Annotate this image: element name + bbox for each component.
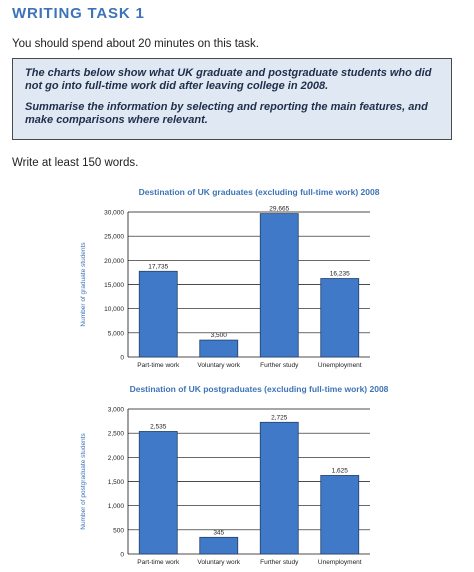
postgraduates-bar-value-label: 2,535 [150, 423, 167, 431]
postgraduates-bar-chart [0, 377, 474, 572]
graduates-ytick-label: 5,000 [107, 330, 124, 338]
graduates-y-axis-label: Number of graduate students [80, 242, 87, 327]
postgraduates-ytick-label: 2,000 [107, 454, 124, 462]
graduates-chart-title: Destination of UK graduates (excluding full-time work) 2008 [138, 187, 380, 197]
postgraduates-chart-title: Destination of UK postgraduates (excluding full-time work) 2008 [129, 384, 389, 394]
postgraduates-bar-2 [200, 537, 238, 554]
graduates-bar-value-label: 16,235 [329, 270, 350, 278]
postgraduates-ytick-label: 1,000 [107, 503, 124, 511]
postgraduates-ytick-label: 1,500 [107, 479, 124, 486]
task-title: WRITING TASK 1 [12, 5, 145, 22]
graduates-bar-1 [139, 271, 177, 357]
graduates-category-label: Part-time work [137, 362, 180, 369]
graduates-bar-chart [0, 180, 474, 375]
postgraduates-bar-3 [260, 422, 298, 554]
postgraduates-category-label: Part-time work [137, 559, 180, 566]
graduates-bar-4 [321, 279, 359, 357]
graduates-ytick-label: 10,000 [104, 306, 124, 314]
postgraduates-category-label: Further study [260, 559, 299, 566]
graduates-bar-value-label: 17,735 [148, 263, 169, 271]
time-instruction: You should spend about 20 minutes on this task. [12, 38, 259, 50]
postgraduates-bar-4 [321, 475, 359, 554]
prompt-instruction: Summarise the information by selecting and reporting the main features, and make comparisons where relevant. [25, 101, 428, 126]
postgraduates-bar-value-label: 1,625 [331, 467, 348, 475]
prompt-description: The charts below show what UK graduate and postgraduate students who did not go into full-time work did after leaving college in 2008. [25, 67, 432, 92]
graduates-category-label: Voluntary work [197, 362, 241, 369]
postgraduates-bar-value-label: 345 [213, 529, 225, 537]
graduates-ytick-label: 15,000 [104, 282, 124, 289]
postgraduates-category-label: Unemployment [317, 559, 362, 566]
postgraduates-y-axis-label: Number of postgraduate students [80, 433, 87, 530]
postgraduates-ytick-label: 2,500 [107, 430, 124, 438]
graduates-ytick-label: 0 [120, 354, 124, 362]
graduates-ytick-label: 30,000 [104, 209, 124, 217]
postgraduates-ytick-label: 0 [120, 551, 124, 559]
graduates-bar-2 [200, 340, 238, 357]
graduates-category-label: Unemployment [317, 362, 362, 369]
graduates-bar-value-label: 29,665 [269, 205, 290, 213]
graduates-bar-value-label: 3,500 [210, 332, 227, 340]
postgraduates-bar-1 [139, 431, 177, 554]
word-count-instruction: Write at least 150 words. [12, 157, 139, 169]
postgraduates-ytick-label: 3,000 [107, 406, 124, 414]
graduates-category-label: Further study [260, 362, 299, 369]
postgraduates-category-label: Voluntary work [197, 559, 241, 566]
graduates-bar-3 [260, 214, 298, 357]
graduates-ytick-label: 20,000 [104, 257, 124, 265]
postgraduates-bar-value-label: 2,725 [271, 414, 288, 422]
task-prompt-box [12, 58, 452, 140]
graduates-ytick-label: 25,000 [104, 233, 124, 241]
postgraduates-ytick-label: 500 [113, 527, 124, 535]
